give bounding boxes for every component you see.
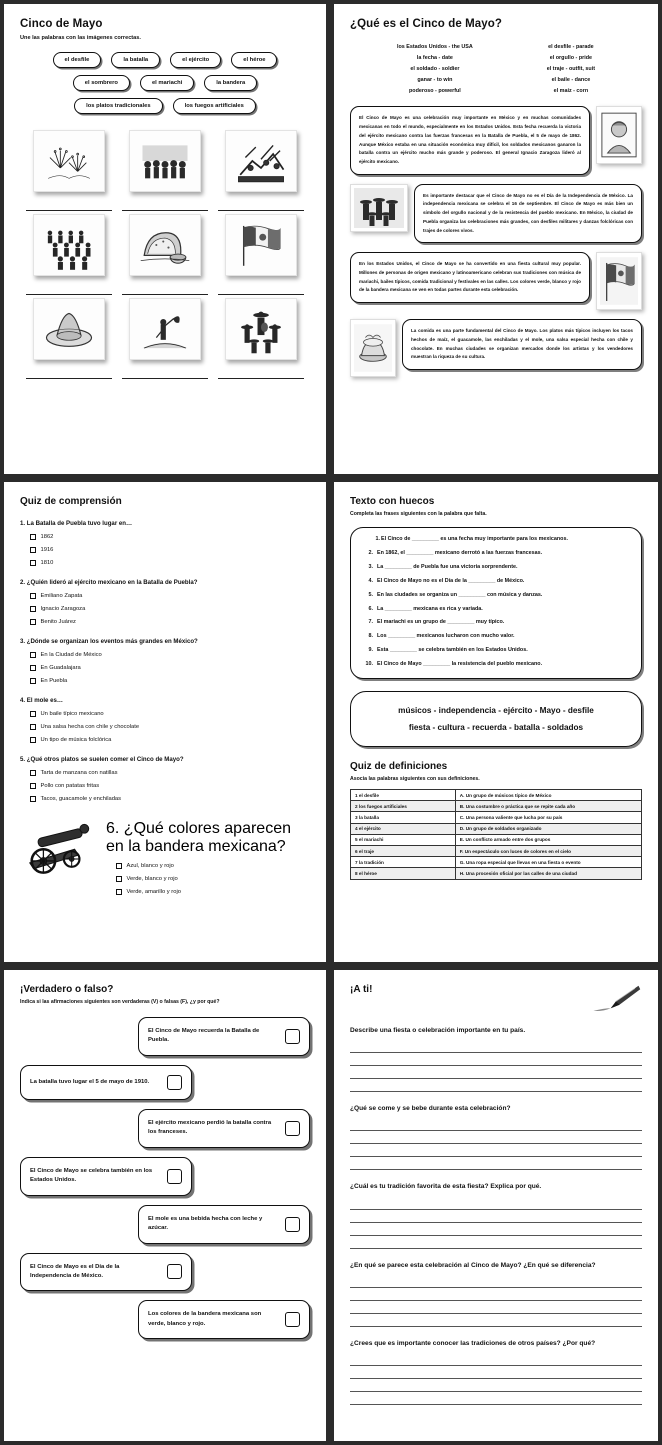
picture-cell — [24, 214, 114, 295]
writing-line[interactable] — [350, 1079, 642, 1092]
gap-fill-box — [350, 527, 642, 679]
portrait-icon — [596, 106, 642, 164]
table-row — [351, 857, 642, 868]
statement-text: El Cinco de Mayo se celebra también en los Estados Unidos. — [30, 1167, 153, 1184]
answer-line[interactable] — [218, 285, 304, 295]
statement-text: Los colores de la bandera mexicana son verde, blanco y rojo. — [148, 1311, 262, 1327]
question-text: 2. ¿Quién lideró al ejército mexicano en la Batalla de Puebla? — [20, 579, 198, 586]
writing-lines[interactable] — [350, 1275, 642, 1327]
gap-number: 9. — [368, 647, 373, 654]
answer-box[interactable] — [285, 1312, 300, 1327]
writing-question: ¿Qué se come y se bebe durante esta celebración? — [350, 1105, 511, 1113]
picture-cell — [24, 130, 114, 211]
writing-lines[interactable] — [350, 1040, 642, 1092]
answer-box[interactable] — [285, 1121, 300, 1136]
picture-cell — [216, 130, 306, 211]
passage-row — [350, 252, 642, 310]
quiz-option[interactable] — [30, 770, 310, 776]
word-pill[interactable]: la batalla — [111, 52, 160, 68]
writing-line[interactable] — [350, 1197, 642, 1210]
gap-text[interactable]: En 1862, el _________ mexicano derrotó a las fuerzas francesas. — [377, 549, 543, 556]
word-bank-line: músicos - independencia - ejército - Mayo - desfile — [398, 705, 594, 715]
match-word[interactable]: 6 el traje — [351, 845, 456, 856]
writing-lines[interactable] — [350, 1197, 642, 1249]
writing-question: Describe una fiesta o celebración importante en tu país. — [350, 1027, 526, 1034]
true-false-row — [20, 1300, 310, 1339]
vocabulary-item: los Estados Unidos - the USA — [397, 44, 473, 50]
writing-line[interactable] — [350, 1210, 642, 1223]
page-title: ¿Qué es el Cinco de Mayo? — [350, 18, 503, 30]
match-word[interactable]: 1 el desfile — [351, 790, 456, 801]
checkbox[interactable] — [30, 593, 36, 599]
vocabulary-list — [350, 42, 642, 97]
answer-box[interactable] — [285, 1217, 300, 1232]
checkbox[interactable] — [30, 606, 36, 612]
writing-question: ¿Cuál es tu tradición favorita de esta fiesta? Explica por qué. — [350, 1183, 542, 1191]
writing-line[interactable] — [350, 1157, 642, 1170]
word-bank — [350, 691, 642, 747]
passage-row — [350, 106, 642, 174]
vocabulary-item: el orgullo - pride — [549, 55, 592, 62]
true-false-card[interactable] — [20, 1065, 192, 1100]
writing-line[interactable] — [350, 1353, 642, 1366]
question-text: 6. ¿Qué colores aparecen en la bandera mexicana? — [106, 820, 291, 855]
cannon-icon — [20, 820, 98, 876]
checkbox[interactable] — [116, 876, 122, 882]
option-label: Emiliano Zapata — [40, 593, 83, 599]
picture-cell — [24, 298, 114, 379]
page-5-true-false — [4, 970, 326, 1441]
battle-scene-icon — [225, 130, 297, 192]
true-false-row — [20, 1065, 310, 1100]
table-row — [351, 823, 642, 834]
gap-text[interactable]: Los _________ mexicanos lucharon con mucho valor. — [377, 633, 515, 640]
answer-box[interactable] — [167, 1264, 182, 1279]
page-3-comprehension-quiz — [4, 482, 326, 962]
checkbox[interactable] — [30, 547, 36, 553]
quiz-question-3 — [20, 638, 310, 684]
quiz-option[interactable] — [116, 876, 310, 882]
gap-number: 7. — [368, 619, 373, 626]
match-word[interactable]: 3 la batalla — [351, 812, 456, 823]
gap-sentence — [363, 648, 629, 653]
true-false-card[interactable] — [138, 1300, 310, 1339]
writing-line[interactable] — [350, 1223, 642, 1236]
vocabulary-column-left — [397, 42, 473, 97]
true-false-card[interactable] — [138, 1205, 310, 1244]
quiz-option[interactable] — [116, 863, 310, 869]
quiz-option[interactable] — [30, 678, 310, 684]
word-pill[interactable]: los fuegos artificiales — [173, 98, 256, 114]
parade-crowd-icon — [129, 130, 201, 192]
mariachi-band-icon — [350, 184, 408, 232]
writing-lines[interactable] — [350, 1353, 642, 1405]
checkbox[interactable] — [116, 863, 122, 869]
gap-sentence — [363, 593, 629, 598]
vocabulary-item: la fecha - date — [416, 55, 453, 62]
true-false-row — [20, 1157, 310, 1196]
quiz-option[interactable] — [30, 652, 310, 658]
section-title: Texto con huecos — [350, 496, 435, 507]
option-label: En Guadalajara — [40, 665, 81, 671]
match-word[interactable]: 8 el héroe — [351, 868, 456, 879]
option-label: Azul, blanco y rojo — [126, 863, 174, 869]
definitions-table — [350, 789, 642, 880]
gap-number: 8. — [368, 633, 373, 640]
table-row — [351, 834, 642, 845]
checkbox[interactable] — [30, 783, 36, 789]
section-title: Quiz de comprensión — [20, 496, 122, 507]
writing-line[interactable] — [350, 1379, 642, 1392]
gap-text[interactable]: El Cinco de _________ es una fecha muy importante para los mexicanos. — [381, 536, 568, 542]
option-label: Ignacio Zaragoza — [40, 606, 86, 612]
quiz-option[interactable] — [30, 737, 310, 743]
definitions-title: Quiz de definiciones — [350, 761, 448, 772]
quiz-option[interactable] — [30, 783, 310, 789]
writing-line[interactable] — [350, 1314, 642, 1327]
page-4-gap-fill-and-definitions — [334, 482, 658, 962]
page-instruction: Une las palabras con las imágenes correctas. — [20, 35, 141, 41]
reading-card — [414, 184, 642, 244]
taco-food-icon — [129, 214, 201, 276]
checkbox[interactable] — [30, 534, 36, 540]
answer-box[interactable] — [167, 1075, 182, 1090]
gap-text[interactable]: La _________ mexicana es rica y variada. — [377, 605, 483, 612]
word-pill[interactable]: la bandera — [204, 75, 257, 91]
writing-line[interactable] — [350, 1392, 642, 1405]
statement-text: El Cinco de Mayo es el Día de la Independencia de México. — [30, 1263, 120, 1279]
quiz-option[interactable] — [30, 796, 310, 802]
food-plates-icon — [350, 319, 396, 377]
quiz-question-5 — [20, 756, 310, 802]
true-false-list — [20, 1017, 310, 1339]
word-pill-row — [20, 98, 310, 114]
page-6-writing — [334, 970, 658, 1441]
gap-text[interactable]: Esta _________ se celebra también en los Estados Unidos. — [377, 647, 528, 654]
quiz-option[interactable] — [30, 534, 310, 540]
writing-line[interactable] — [350, 1053, 642, 1066]
vocabulary-item: el soldado - soldier — [410, 66, 460, 73]
table-row — [351, 790, 642, 801]
quiz-option[interactable] — [30, 665, 310, 671]
answer-line[interactable] — [218, 369, 304, 379]
word-pill[interactable]: los platos tradicionales — [74, 98, 162, 114]
writing-line[interactable] — [350, 1236, 642, 1249]
writing-question: ¿Crees que es importante conocer las tradiciones de otros países? ¿Por qué? — [350, 1339, 596, 1347]
checkbox[interactable] — [30, 796, 36, 802]
writing-header — [350, 984, 642, 1014]
writing-line[interactable] — [350, 1040, 642, 1053]
quiz-option[interactable] — [116, 889, 310, 895]
word-pill-row — [20, 52, 310, 68]
writing-line[interactable] — [350, 1131, 642, 1144]
option-label: 1916 — [40, 547, 54, 553]
option-label: 1810 — [40, 560, 54, 566]
passage-text: El Cinco de Mayo es una celebración muy importante en México y en muchas comunidades mexicanas en todo el mundo, especialmente en los Estados Unidos. Esta fecha recuerda la victoria del ejército mexicano contra las fuerzas francesas en la Batalla de Puebla, el 5 de mayo de 1862. Aunque México estaba en una situación económica muy difícil, los soldados mexicanos ganaron la batalla contra un ejército mucho más grande y poderoso. El general Ignacio Zaragoza lideró al ejército mexicano. — [359, 115, 581, 164]
option-label: Pollo con patatas fritas — [40, 783, 100, 789]
picture-cell — [216, 298, 306, 379]
quiz-option[interactable] — [30, 593, 310, 599]
answer-line[interactable] — [26, 285, 112, 295]
match-definition[interactable]: E. Un conflicto armado entre dos grupos — [455, 834, 641, 845]
match-definition[interactable]: F. Un espectáculo con luces de colores en el cielo — [455, 845, 641, 856]
picture-cell — [120, 214, 210, 295]
word-bank-line: fiesta - cultura - recuerda - batalla - soldados — [408, 722, 584, 732]
quiz-question-1 — [20, 520, 310, 566]
writing-lines[interactable] — [350, 1118, 642, 1170]
checkbox[interactable] — [116, 889, 122, 895]
writing-line[interactable] — [350, 1301, 642, 1314]
mexican-flag-icon — [596, 252, 642, 310]
writing-line[interactable] — [350, 1275, 642, 1288]
writing-line[interactable] — [350, 1366, 642, 1379]
quiz-question-6 — [20, 820, 310, 895]
quiz-option[interactable] — [30, 619, 310, 625]
picture-grid — [20, 130, 310, 379]
checkbox[interactable] — [30, 678, 36, 684]
quiz-option[interactable] — [30, 724, 310, 730]
vocabulary-item: el baile - dance — [551, 77, 591, 84]
checkbox[interactable] — [30, 619, 36, 625]
word-pill[interactable]: el mariachi — [140, 75, 194, 91]
option-label: Un tipo de música folclórica — [40, 737, 112, 743]
answer-line[interactable] — [122, 201, 208, 211]
page-1-vocabulary-matching — [4, 4, 326, 474]
statement-text: El mole es una bebida hecha con leche y azúcar. — [148, 1215, 263, 1232]
gap-sentence — [363, 634, 629, 639]
writing-question: ¿En qué se parece esta celebración al Cinco de Mayo? ¿En qué se diferencia? — [350, 1261, 596, 1269]
gap-text[interactable]: La _________ de Puebla fue una victoria sorprendente. — [377, 563, 518, 570]
checkbox[interactable] — [30, 737, 36, 743]
question-text: 1. La Batalla de Puebla tuvo lugar en… — [20, 520, 133, 527]
option-label: En Puebla — [40, 678, 68, 684]
section-instruction: Completa las frases siguientes con la palabra que falta. — [350, 511, 487, 517]
hero-statue-icon — [129, 298, 201, 360]
answer-box[interactable] — [167, 1169, 182, 1184]
reading-card — [402, 319, 642, 370]
quiz-option[interactable] — [30, 606, 310, 612]
word-pill[interactable]: el desfile — [53, 52, 102, 68]
gap-text[interactable]: El Cinco de Mayo no es el Día de la _________ de México. — [377, 577, 525, 584]
true-false-row — [20, 1109, 310, 1148]
passage-text: Es importante destacar que el Cinco de Mayo no es el Día de la Independencia de México. La independencia mexicana se celebra el 16 de septiembre. El Cinco de Mayo es más bien un símbolo del orgullo nacional y de la resistencia del pueblo mexicano. En México, la ciudad de Puebla organiza las celebraciones más grandes, con desfiles militares y danzas folclóricas con trajes de colores vivos. — [423, 192, 633, 233]
writing-line[interactable] — [350, 1066, 642, 1079]
question-text: 3. ¿Dónde se organizan los eventos más grandes en México? — [20, 638, 198, 645]
table-row — [351, 801, 642, 812]
option-label: Benito Juárez — [40, 619, 76, 625]
answer-line[interactable] — [26, 369, 112, 379]
gap-sentence — [363, 537, 629, 542]
gap-number: 3. — [368, 563, 373, 570]
match-word[interactable]: 7 la tradición — [351, 857, 456, 868]
option-label: 1862 — [40, 534, 54, 540]
vocabulary-item: el desfile - parade — [548, 44, 594, 50]
answer-box[interactable] — [285, 1029, 300, 1044]
checkbox[interactable] — [30, 560, 36, 566]
picture-cell — [216, 214, 306, 295]
option-label: Tarta de manzana con natillas — [40, 770, 118, 776]
match-word[interactable]: 2 los fuegos artificiales — [351, 801, 456, 812]
picture-cell — [120, 298, 210, 379]
statement-text: La batalla tuvo lugar el 5 de mayo de 1910. — [30, 1078, 150, 1085]
passage-row — [350, 184, 642, 244]
gap-text[interactable]: En las ciudades se organiza un _________ con música y danzas. — [377, 591, 543, 598]
writing-line[interactable] — [350, 1288, 642, 1301]
fireworks-icon — [33, 130, 105, 192]
quiz-question-4 — [20, 697, 310, 743]
quiz-option[interactable] — [30, 560, 310, 566]
quiz-option[interactable] — [30, 547, 310, 553]
true-false-row — [20, 1205, 310, 1244]
true-false-card[interactable] — [20, 1253, 192, 1292]
answer-line[interactable] — [26, 201, 112, 211]
gap-number: 6. — [368, 605, 373, 612]
page-title: Cinco de Mayo — [20, 18, 103, 30]
gap-number: 1. — [375, 536, 380, 542]
mariachi-band-icon — [225, 298, 297, 360]
reading-passages — [350, 106, 642, 377]
section-title: ¡Verdadero o falso? — [20, 984, 114, 995]
match-definition[interactable]: D. Un grupo de soldados organizado — [455, 823, 641, 834]
definitions-instruction: Asocia las palabras siguientes con sus definiciones. — [350, 776, 480, 782]
checkbox[interactable] — [30, 770, 36, 776]
true-false-card[interactable] — [138, 1109, 310, 1148]
vocabulary-item: poderoso - powerful — [408, 88, 461, 95]
option-label: Verde, amarillo y rojo — [126, 889, 181, 895]
word-pill[interactable]: el ejército — [170, 52, 221, 68]
true-false-row — [20, 1017, 310, 1056]
passage-row — [350, 319, 642, 377]
true-false-card[interactable] — [20, 1157, 192, 1196]
word-pill[interactable]: el sombrero — [73, 75, 130, 91]
match-definition[interactable]: A. Un grupo de músicos típico de México — [455, 790, 641, 801]
word-pill-row — [20, 75, 310, 91]
word-pill[interactable]: el héroe — [231, 52, 277, 68]
picture-cell — [120, 130, 210, 211]
checkbox[interactable] — [30, 711, 36, 717]
match-definition[interactable]: H. Una procesión oficial por las calles de una ciudad — [455, 868, 641, 879]
gap-text[interactable]: El Cinco de Mayo _________ la resistencia del pueblo mexicano. — [377, 661, 543, 668]
gap-number: 10. — [365, 661, 373, 668]
gap-text[interactable]: El mariachi es un grupo de _________ muy típico. — [377, 619, 505, 626]
statement-text: El ejército mexicano perdió la batalla contra los franceses. — [148, 1119, 272, 1136]
option-label: Verde, blanco y rojo — [126, 876, 178, 882]
writing-line[interactable] — [350, 1118, 642, 1131]
gap-sentence — [363, 579, 629, 584]
passage-text: En los Estados Unidos, el Cinco de Mayo se ha convertido en una fiesta cultural muy popular. Millones de personas de origen mexicano y latinoamericano celebran sus tradiciones con música de mariachi, bailes típicos, comida tradicional y festivales en las calles. Los colores verde, blanco y rojo de la bandera mexicana se ven en todas partes durante esta celebración. — [359, 261, 581, 293]
gap-sentence — [363, 620, 629, 625]
mexican-flag-icon — [225, 214, 297, 276]
gap-number: 5. — [368, 591, 373, 598]
checkbox[interactable] — [30, 724, 36, 730]
reading-card — [350, 252, 590, 303]
option-label: En la Ciudad de México — [40, 652, 102, 658]
gap-sentence — [363, 551, 629, 556]
gap-sentence — [363, 607, 629, 612]
reading-card — [350, 106, 590, 174]
answer-line[interactable] — [122, 285, 208, 295]
table-row — [351, 845, 642, 856]
option-label: Un baile típico mexicano — [40, 711, 104, 717]
question-text: 4. El mole es… — [20, 697, 64, 704]
checkbox[interactable] — [30, 665, 36, 671]
match-word[interactable]: 4 el ejército — [351, 823, 456, 834]
quiz-option[interactable] — [30, 711, 310, 717]
vocabulary-item: el maíz - corn — [553, 88, 589, 95]
passage-text: La comida es una parte fundamental del Cinco de Mayo. Los platos más típicos incluyen los tacos hechos de maíz, el guacamole, las enchiladas y el mole, una salsa especial hecha con chile y chocolate. En muchas ciudades se organizan mercados donde los artistas y los vendedores muestran la riqueza de su cultura. — [411, 328, 633, 360]
table-row — [351, 812, 642, 823]
gap-sentence — [363, 662, 629, 667]
word-pill-list — [20, 52, 310, 114]
checkbox[interactable] — [30, 652, 36, 658]
true-false-card[interactable] — [138, 1017, 310, 1056]
fountain-pen-icon — [590, 984, 642, 1014]
answer-line[interactable] — [218, 201, 304, 211]
section-instruction: Indica si las afirmaciones siguientes son verdaderas (V) o falsas (F), ¿y por qué? — [20, 999, 220, 1005]
vocabulary-item: el traje - outfit, suit — [546, 66, 595, 73]
option-label: Tacos, guacamole y enchiladas — [40, 796, 122, 802]
match-word[interactable]: 5 el mariachi — [351, 834, 456, 845]
writing-line[interactable] — [350, 1144, 642, 1157]
army-formation-icon — [33, 214, 105, 276]
page-2-reading — [334, 4, 658, 474]
gap-number: 4. — [368, 577, 373, 584]
sombrero-icon — [33, 298, 105, 360]
match-definition[interactable]: C. Una persona valiente que lucha por su país — [455, 812, 641, 823]
option-label: Una salsa hecha con chile y chocolate — [40, 724, 140, 730]
gap-number: 2. — [368, 549, 373, 556]
section-title: ¡A ti! — [350, 984, 373, 995]
quiz-question-2 — [20, 579, 310, 625]
answer-line[interactable] — [122, 369, 208, 379]
statement-text: El Cinco de Mayo recuerda la Batalla de Puebla. — [148, 1028, 260, 1044]
match-definition[interactable]: B. Una costumbre o práctica que se repite cada año — [455, 801, 641, 812]
vocabulary-column-right — [547, 42, 595, 97]
table-row — [351, 868, 642, 879]
question-text: 5. ¿Qué otros platos se suelen comer el Cinco de Mayo? — [20, 756, 184, 763]
match-definition[interactable]: G. Una ropa especial que llevas en una fiesta o evento — [455, 857, 641, 868]
gap-sentence — [363, 565, 629, 570]
true-false-row — [20, 1253, 310, 1292]
vocabulary-item: ganar - to win — [417, 77, 453, 84]
